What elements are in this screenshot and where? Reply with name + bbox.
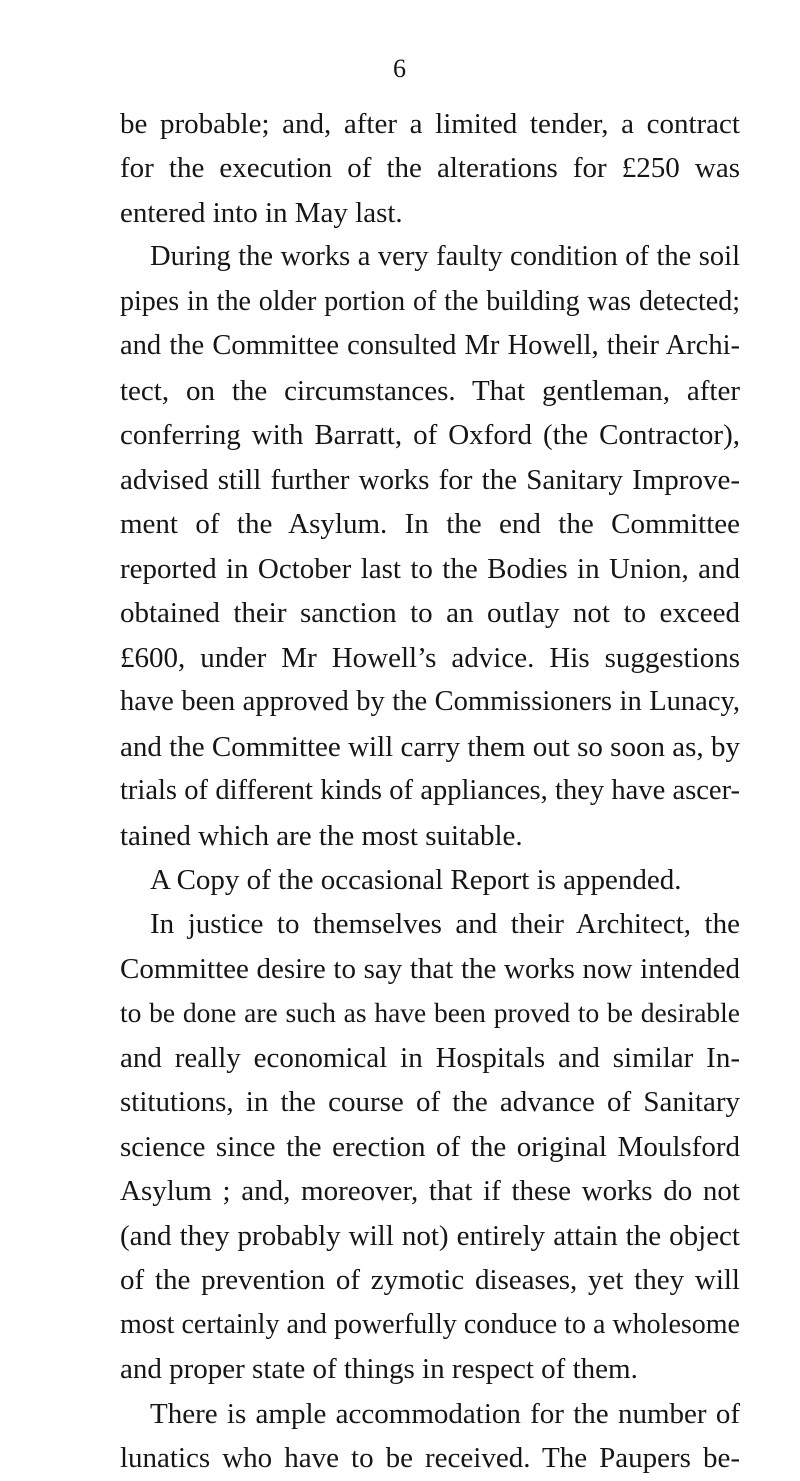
text-line: pipes in the older portion of the building was detected; [120,285,740,317]
text-line: be probable; and, after a limited tender, a contract [120,108,740,140]
page-number: 6 [393,54,407,83]
text-line: of the prevention of zymotic diseases, yet they will [120,1264,740,1297]
text-line: Committee desire to say that the works now intended [120,952,740,985]
text-line: stitutions, in the course of the advance of Sanitary [120,1086,740,1119]
text-line: and the Committee consulted Mr Howell, their Archi- [120,330,740,362]
text-line: (and they probably will not) entirely attain the object [120,1219,740,1252]
text-line: conferring with Barratt, of Oxford (the Contractor), [120,419,740,452]
text-line: most certainly and powerfully conduce to a wholesome [120,1308,740,1340]
text-line: tect, on the circumstances. That gentleman, after [120,374,740,407]
text-line: During the works a very faulty condition of the soil [150,241,740,273]
text-line: for the execution of the alterations for £250 was [120,152,740,185]
text-line: ment of the Asylum. In the end the Committee [120,508,740,541]
text-line: reported in October last to the Bodies in Union, and [120,552,740,585]
text-line: and proper state of things in respect of them. [120,1353,638,1386]
text-line: obtained their sanction to an outlay not to exceed [120,597,740,630]
text-line: In justice to themselves and their Architect, the [150,908,740,941]
text-line: trials of different kinds of appliances, they have ascer- [120,775,740,807]
body-text [120,102,740,1481]
text-line: There is ample accommodation for the number of [150,1397,740,1430]
text-line: tained which are the most suitable. [120,819,523,852]
text-line: Asylum ; and, moreover, that if these works do not [120,1175,740,1208]
text-line: and the Committee will carry them out so soon as, by [120,730,740,763]
text-line: A Copy of the occasional Report is appended. [150,863,682,896]
text-line: have been approved by the Commissioners in Lunacy, [120,686,740,718]
text-line: entered into in May last. [120,196,403,229]
text-line: advised still further works for the Sanitary Improve- [120,463,740,496]
text-line: lunatics who have to be received. The Paupers be- [120,1442,740,1475]
text-line: £600, under Mr Howell’s advice. His suggestions [120,641,740,674]
text-line: to be done are such as have been proved to be desirable [120,997,740,1029]
text-line: and really economical in Hospitals and similar In- [120,1041,740,1074]
text-line: science since the erection of the original Moulsford [120,1130,740,1163]
